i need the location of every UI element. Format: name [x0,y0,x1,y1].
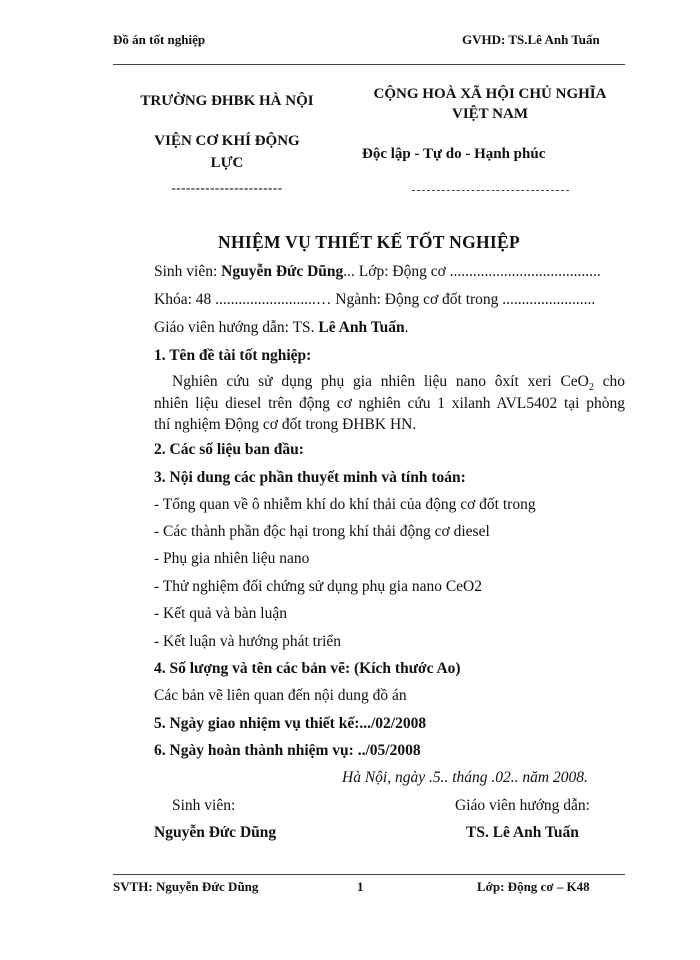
advisor-line [154,319,408,337]
section3-item: - Phụ gia nhiên liệu nano [154,550,310,567]
section1-text-a: Nghiên cứu sử dụng phụ gia nhiên liệu nano ôxít xeri CeO [172,373,589,390]
header-left: Đồ án tốt nghiệp [113,32,206,47]
student-sign-name: Nguyễn Đức Dũng [154,824,277,841]
institution-line2a: VIỆN CƠ KHÍ ĐỘNG [154,133,300,149]
section2-heading: 2. Các số liệu ban đầu: [154,441,304,458]
section6-heading: 6. Ngày hoàn thành nhiệm vụ: ../05/2008 [154,742,421,759]
section3-item: - Tổng quan về ô nhiễm khí do khí thải của động cơ đốt trong [154,496,536,513]
footer-rule [113,874,625,875]
institution-dashes: ----------------------- [171,180,283,195]
student-label: Sinh viên: [154,263,222,280]
advisor-name: Lê Anh Tuấn [318,319,405,336]
student-sign-label: Sinh viên: [172,797,236,814]
section1-heading: 1. Tên đề tài tốt nghiệp: [154,347,312,364]
advisor-end: . [404,319,409,336]
republic-line2: VIỆT NAM [452,106,528,122]
advisor-label: Giáo viên hướng dẫn: TS. [154,319,319,336]
republic-motto: Độc lập - Tự do - Hạnh phúc [362,146,546,162]
section1-line3: thí nghiệm Động cơ đốt trong ĐHBK HN. [154,416,417,433]
section4-heading: 4. Số lượng và tên các bản vẽ: (Kích thước Ao) [154,660,461,677]
republic-line1: CỘNG HOÀ XÃ HỘI CHỦ NGHĨA [373,86,607,102]
institution-line2b: LỰC [210,155,244,171]
section1-text-b: cho [593,373,625,390]
page-number: 1 [357,879,364,894]
institution-line1: TRƯỜNG ĐHBK HÀ NỘI [140,93,314,109]
section1-sub: 2 [588,382,594,394]
footer-left: SVTH: Nguyễn Đức Dũng [113,879,259,894]
page-title: NHIỆM VỤ THIẾT KẾ TỐT NGHIỆP [218,232,520,252]
section3-item: - Kết quả và bàn luận [154,605,287,622]
course-line: Khóa: 48 ..........................… Ngành: Động cơ đốt trong ........................ [154,291,596,308]
section1-line2: nhiên liệu diesel trên động cơ nghiên cứu 1 xilanh AVL5402 tại phòng [154,395,625,412]
student-rest: ... Lớp: Động cơ ....................................... [343,263,601,280]
header-rule [113,64,625,65]
section5-heading: 5. Ngày giao nhiệm vụ thiết kế:.../02/2008 [154,715,427,732]
section3-item: - Các thành phần độc hại trong khí thải động cơ diesel [154,523,490,540]
section4-text: Các bản vẽ liên quan đến nội dung đồ án [154,687,407,704]
section3-item: - Kết luận và hướng phát triển [154,633,342,650]
section1-line1 [172,373,625,393]
advisor-sign-name: TS. Lê Anh Tuấn [466,824,579,841]
section3-item: - Thử nghiệm đối chứng sử dụng phụ gia nano CeO2 [154,578,482,595]
section3-heading: 3. Nội dung các phần thuyết minh và tính toán: [154,469,466,486]
header-right: GVHD: TS.Lê Anh Tuấn [462,32,600,47]
student-line [154,263,601,281]
student-name: Nguyễn Đức Dũng [221,263,344,280]
date-line: Hà Nội, ngày .5.. tháng .02.. năm 2008. [342,769,588,786]
republic-underline [412,190,569,191]
footer-right: Lớp: Động cơ – K48 [477,879,590,894]
advisor-sign-label: Giáo viên hướng dẫn: [455,797,590,814]
